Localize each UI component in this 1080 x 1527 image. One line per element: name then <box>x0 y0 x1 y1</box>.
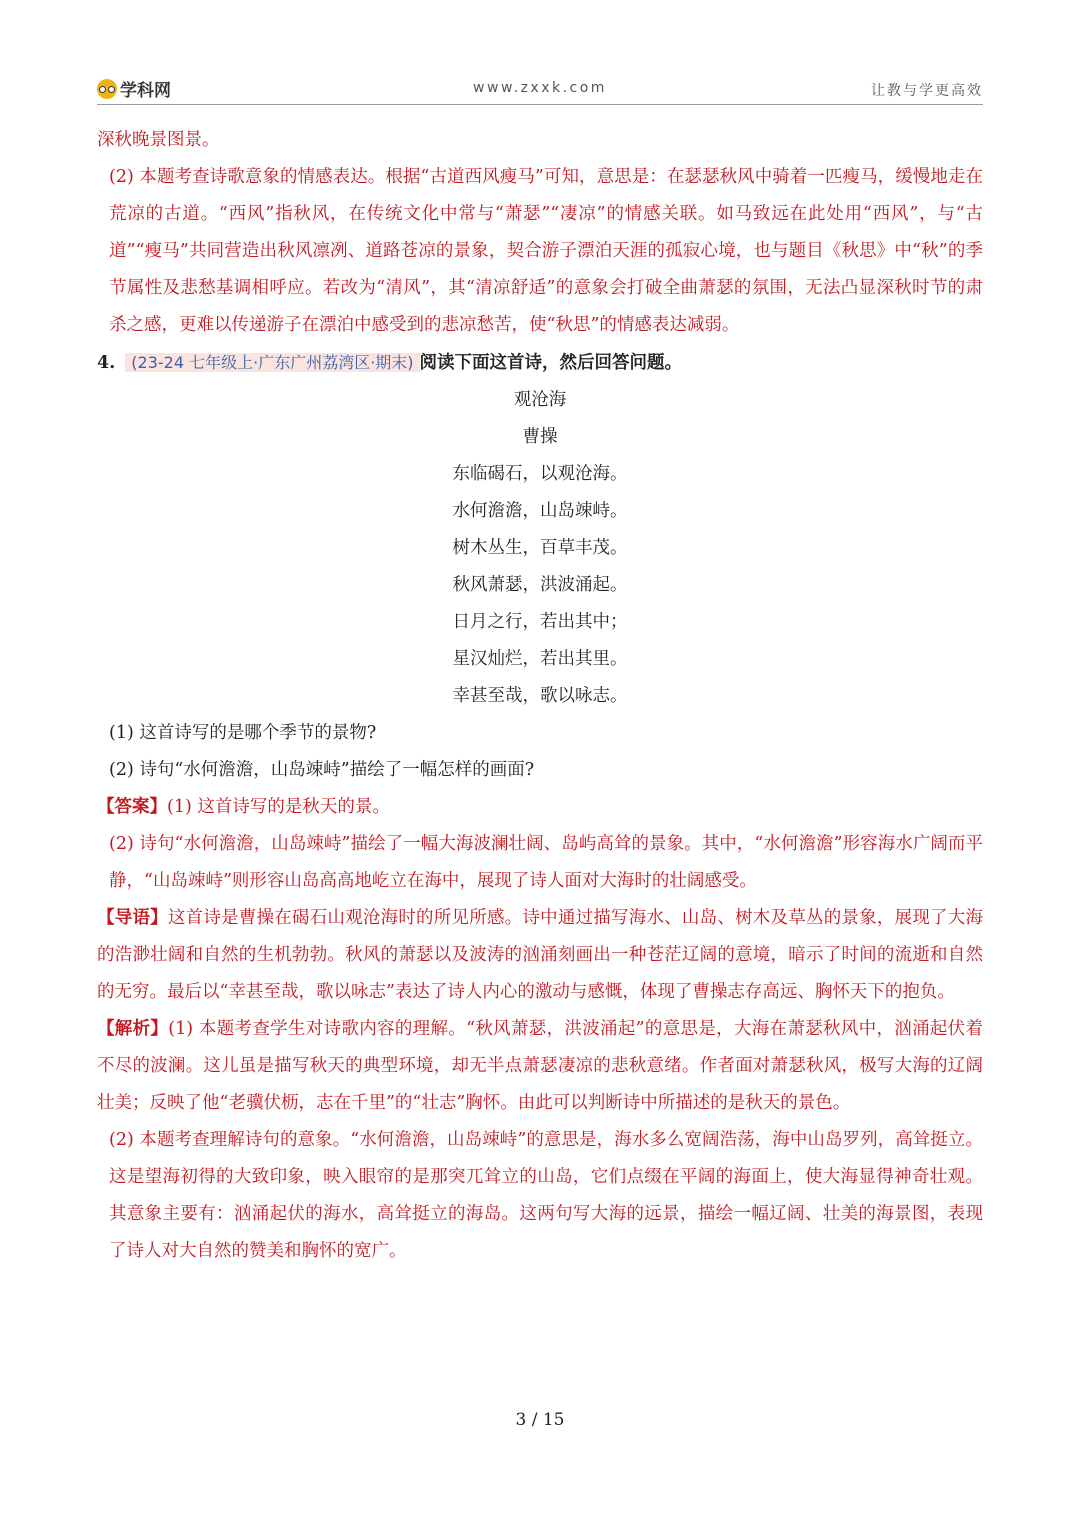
answer-label: 【答案】 <box>97 797 167 817</box>
page-content <box>97 122 983 1270</box>
answer-1-text: (1) 这首诗写的是秋天的景。 <box>167 797 390 817</box>
poem-line: 日月之行，若出其中； <box>452 612 628 632</box>
answer-2: (2) 诗句“水何澹澹，山岛竦峙”描绘了一幅大海波澜壮阔、岛屿高耸的景象。其中，“水何澹澹”形容海水广阔而平静，“山岛竦峙”则形容山岛高高地屹立在海中，展现了诗人面对大海时的壮阔感受。 <box>109 834 983 891</box>
page-header <box>97 72 983 105</box>
analysis-1-text: (1) 本题考查学生对诗歌内容的理解。“秋风萧瑟，洪波涌起”的意思是，大海在萧瑟秋风中，汹涌起伏着不尽的波澜。这儿虽是描写秋天的典型环境，却无半点萧瑟凄凉的悲秋意绪。作者面对萧瑟秋风，极写大海的辽阔壮美；反映了他“老骥伏枥，志在千里”的“壮志”胸怀。由此可以判断诗中所描述的是秋天的景色。 <box>97 1019 983 1113</box>
question-number: 4. <box>97 353 116 373</box>
poem-title: 观沧海 <box>513 390 567 410</box>
analysis-label: 【解析】 <box>97 1019 169 1039</box>
logo-text: 学科网 <box>120 81 171 101</box>
question-4-header <box>97 344 983 382</box>
guide-paragraph <box>97 900 983 1011</box>
header-slogan: 让教与学更高效 <box>871 83 983 99</box>
poem-line: 树木丛生，百草丰茂。 <box>452 538 628 558</box>
guide-label: 【导语】 <box>97 908 168 928</box>
page-number: 3 / 15 <box>515 1410 565 1430</box>
sub-question-2: (2) 诗句“水何澹澹，山岛竦峙”描绘了一幅怎样的画面? <box>109 760 535 780</box>
poem-line: 星汉灿烂，若出其里。 <box>452 649 628 669</box>
poem-line: 秋风萧瑟，洪波涌起。 <box>452 575 628 595</box>
analysis-1 <box>97 1011 983 1122</box>
analysis-2: (2) 本题考查理解诗句的意象。“水何澹澹，山岛竦峙”的意思是，海水多么宽阔浩荡，海中山岛罗列，高耸挺立。这是望海初得的大致印象，映入眼帘的是那突兀耸立的山岛，它们点缀在平阔的海面上，使大海显得神奇壮观。其意象主要有：汹涌起伏的海水，高耸挺立的海岛。这两句写大海的远景，描绘一幅辽阔、壮美的海景图，表现了诗人对大自然的赞美和胸怀的宽广。 <box>109 1130 983 1261</box>
prev-answer-tail: 深秋晚景图景。 <box>97 130 220 150</box>
answer-1 <box>97 789 983 826</box>
guide-text: 这首诗是曹操在碣石山观沧海时的所见所感。诗中通过描写海水、山岛、树木及草丛的景象，展现了大海的浩渺壮阔和自然的生机勃勃。秋风的萧瑟以及波涛的汹涌刻画出一种苍茫辽阔的意境，暗示了时间的流逝和自然的无穷。最后以“幸甚至哉，歌以咏志”表达了诗人内心的激动与感慨，体现了曹操志存高远、胸怀天下的抱负。 <box>97 908 984 1002</box>
poem-line: 东临碣石，以观沧海。 <box>452 464 628 484</box>
poem-line: 水何澹澹，山岛竦峙。 <box>452 501 628 521</box>
question-prompt: 阅读下面这首诗，然后回答问题。 <box>419 353 683 373</box>
poem-author: 曹操 <box>522 427 558 447</box>
prev-analysis-2: (2) 本题考查诗歌意象的情感表达。根据“古道西风瘦马”可知，意思是：在瑟瑟秋风中骑着一匹瘦马，缓慢地走在荒凉的古道。“西风”指秋风，在传统文化中常与“萧瑟”“凄凉”的情感关联。如马致远在此处用“西风”，与“古道”“瘦马”共同营造出秋风凛冽、道路苍凉的景象，契合游子漂泊天涯的孤寂心境，也与题目《秋思》中“秋”的季节属性及悲愁基调相呼应。若改为“清风”，其“清凉舒适”的意象会打破全曲萧瑟的氛围，无法凸显深秋时节的肃杀之感，更难以传递游子在漂泊中感受到的悲凉愁苦，使“秋思”的情感表达减弱。 <box>109 167 983 335</box>
question-source-tag: (23-24 七年级上·广东广州荔湾区·期末) <box>125 353 419 372</box>
site-url: www.zxxk.com <box>473 80 607 96</box>
sub-question-1: (1) 这首诗写的是哪个季节的景物? <box>109 723 377 743</box>
poem-line: 幸甚至哉，歌以咏志。 <box>452 686 628 706</box>
